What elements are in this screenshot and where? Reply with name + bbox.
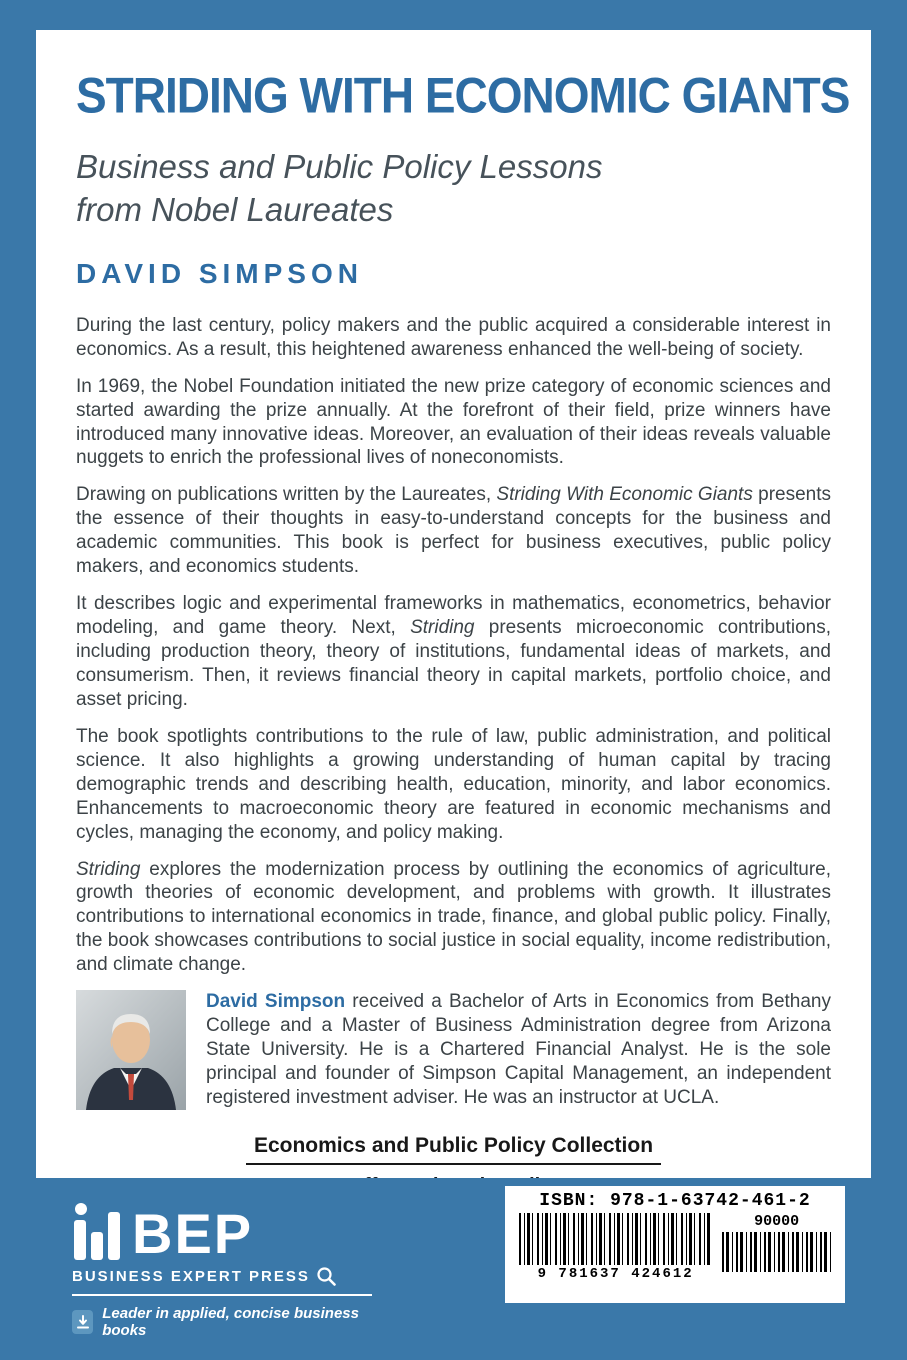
- author-name: DAVID SIMPSON: [76, 257, 363, 289]
- press-name-row: [72, 1266, 372, 1296]
- cover-content: [36, 30, 871, 1178]
- publisher-block: [72, 1202, 372, 1339]
- isbn-text: ISBN: 978-1-63742-461-2: [539, 1191, 811, 1211]
- body-paragraph: In 1969, the Nobel Foundation initiated the new prize category of economic sciences and started awarding the prize annually. At the forefront of their field, prize winners have introduced many innovative ideas. Moreover, an evaluation of their ideas reveals valuable nuggets to enrich the professional lives of noneconomists.: [76, 375, 831, 469]
- barcode-box: [505, 1186, 845, 1303]
- author-photo: [76, 990, 186, 1110]
- body-paragraph: Striding explores the modernization process by outlining the economics of agriculture, growth theories of economic development, and problems with growth. It illustrates contributions to international economics in trade, finance, and global public policy. Finally, the book showcases contributions to social justice in social equality, income redistribution, and climate change.: [76, 858, 831, 976]
- download-icon: [72, 1310, 93, 1334]
- tagline-row: [72, 1305, 372, 1339]
- press-name: BUSINESS EXPERT PRESS: [72, 1267, 310, 1285]
- body-paragraph: The book spotlights contributions to the rule of law, public administration, and political science. It also highlights a growing understanding of human capital by tracing demographic trends and describing health, education, minority, and labor economics. Enhancements to macroeconomic theory are featured in economic mechanisms and cycles, managing the economy, and policy making.: [76, 725, 831, 843]
- publisher-tagline: Leader in applied, concise business books: [102, 1305, 359, 1339]
- barcode-main: [519, 1213, 712, 1282]
- subtitle-line-2: from Nobel Laureates: [76, 190, 394, 228]
- body-paragraph: Drawing on publications written by the Laureates, Striding With Economic Giants presents the essence of their thoughts in easy-to-understand concepts for the business and academic communities. This book is perfect for business executives, public policy makers, and economics students.: [76, 484, 832, 578]
- barcode-area: [515, 1213, 835, 1282]
- magnifier-icon: [316, 1266, 336, 1286]
- collection-title: Economics and Public Policy Collection: [246, 1134, 661, 1165]
- bep-wordmark: BEP: [132, 1201, 254, 1265]
- book-subtitle: [76, 146, 831, 232]
- barcode-digits: 9 781637 424612: [537, 1266, 694, 1282]
- publisher-logo: [72, 1201, 372, 1265]
- back-cover-copy: [76, 314, 831, 977]
- barcode-bars: [519, 1213, 712, 1265]
- author-bio-text: David Simpson received a Bachelor of Arts in Economics from Bethany College and a Master of Business Administration degree from Arizona State University. He is a Chartered Financial Analyst. He is the sole principal and founder of Simpson Capital Management, an independent registered investment adviser. He was an instructor at UCLA.: [206, 991, 832, 1108]
- body-paragraph: During the last century, policy makers and the public acquired a considerable interest in economics. As a result, this heightened awareness enhanced the well-being of society.: [76, 314, 831, 360]
- book-title: STRIDING WITH ECONOMIC GIANTS: [76, 67, 850, 124]
- barcode-addon-bars: [722, 1232, 831, 1272]
- barcode-price: 90000: [754, 1213, 800, 1230]
- barcode-addon: [722, 1213, 831, 1282]
- body-paragraph: It describes logic and experimental frameworks in mathematics, econometrics, behavior modeling, and game theory. Next, Striding presents microeconomic contributions, including production theory, theory of institutions, fundamental ideas of markets, and consumerism. Then, it reviews financial theory in capital markets, portfolio choice, and asset pricing.: [76, 593, 831, 710]
- subtitle-line-1: Business and Public Policy Lessons: [76, 148, 603, 185]
- author-bio-section: [76, 990, 831, 1110]
- bep-logo-icon: [72, 1202, 124, 1260]
